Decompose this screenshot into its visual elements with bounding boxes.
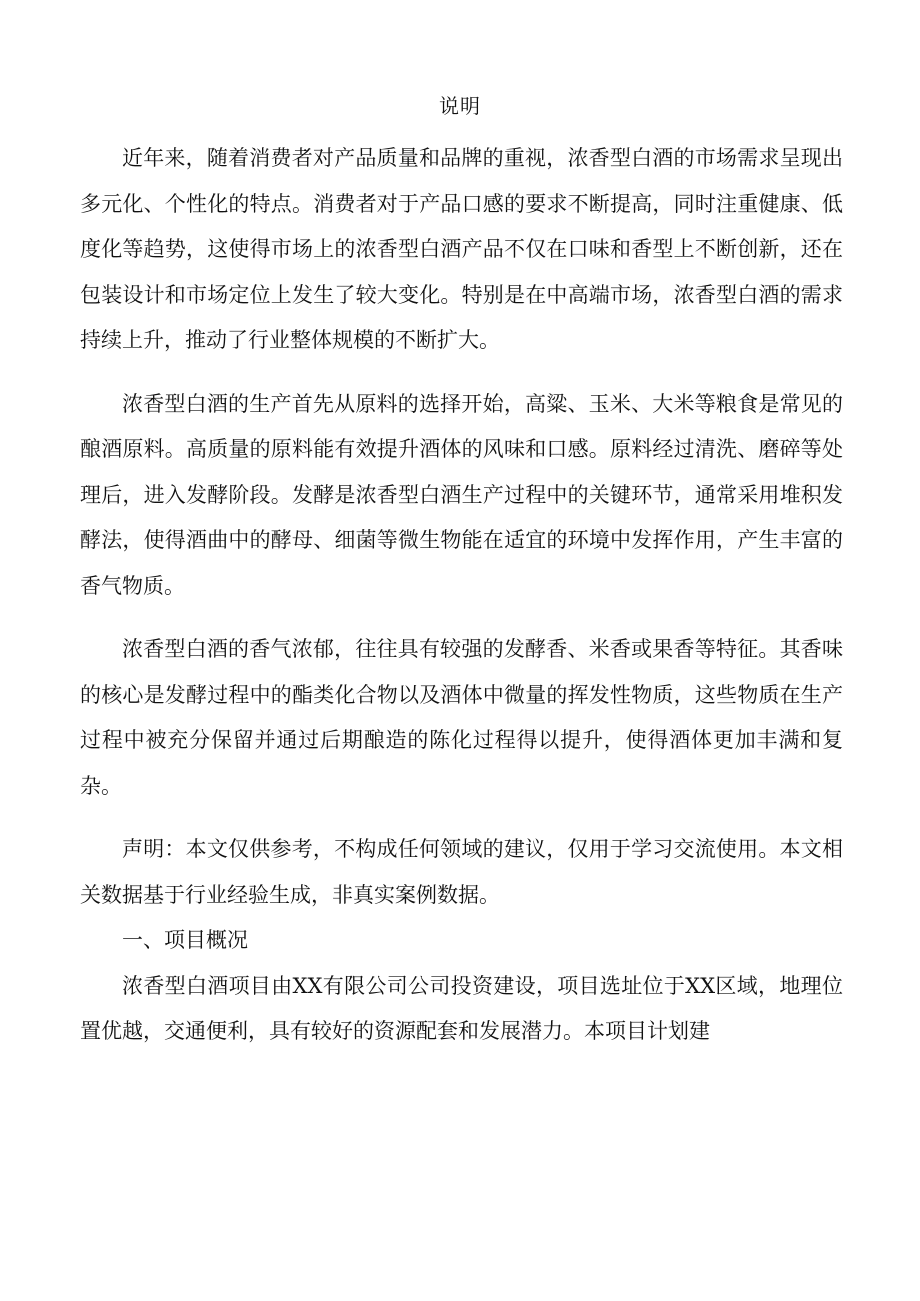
document-title: 说明 (439, 94, 481, 118)
paragraph-aroma-characteristics: 浓香型白酒的香气浓郁，往往具有较强的发酵香、米香或果香等特征。其香味的核心是发酵过程中的酯类化合物以及酒体中微量的挥发性物质，这些物质在生产过程中被充分保留并通过后期酿造的陈化过程得以提升，使得酒体更加丰满和复杂。 (80, 637, 843, 798)
paragraph-production-process: 浓香型白酒的生产首先从原料的选择开始，高粱、玉米、大米等粮食是常见的酿酒原料。高质量的原料能有效提升酒体的风味和口感。原料经过清洗、磨碎等处理后，进入发酵阶段。发酵是浓香型白酒生产过程中的关键环节，通常采用堆积发酵法，使得酒曲中的酵母、细菌等微生物能在适宜的环境中发挥作用，产生丰富的香气物质。 (80, 391, 843, 598)
paragraph-market-demand: 近年来，随着消费者对产品质量和品牌的重视，浓香型白酒的市场需求呈现出多元化、个性化的特点。消费者对于产品口感的要求不断提高，同时注重健康、低度化等趋势，这使得市场上的浓香型白酒产品不仅在口味和香型上不断创新，还在包装设计和市场定位上发生了较大变化。特别是在中高端市场，浓香型白酒的需求持续上升，推动了行业整体规模的不断扩大。 (80, 146, 843, 352)
paragraph-project-overview: 浓香型白酒项目由XX有限公司公司投资建设，项目选址位于XX区域，地理位置优越，交通便利，具有较好的资源配套和发展潜力。本项目计划建 (80, 973, 843, 1043)
document-body (80, 136, 843, 1055)
section-heading-project-overview: 一、项目概况 (122, 928, 248, 952)
paragraph-disclaimer: 声明：本文仅供参考，不构成任何领域的建议，仅用于学习交流使用。本文相关数据基于行业经验生成，非真实案例数据。 (80, 837, 843, 907)
